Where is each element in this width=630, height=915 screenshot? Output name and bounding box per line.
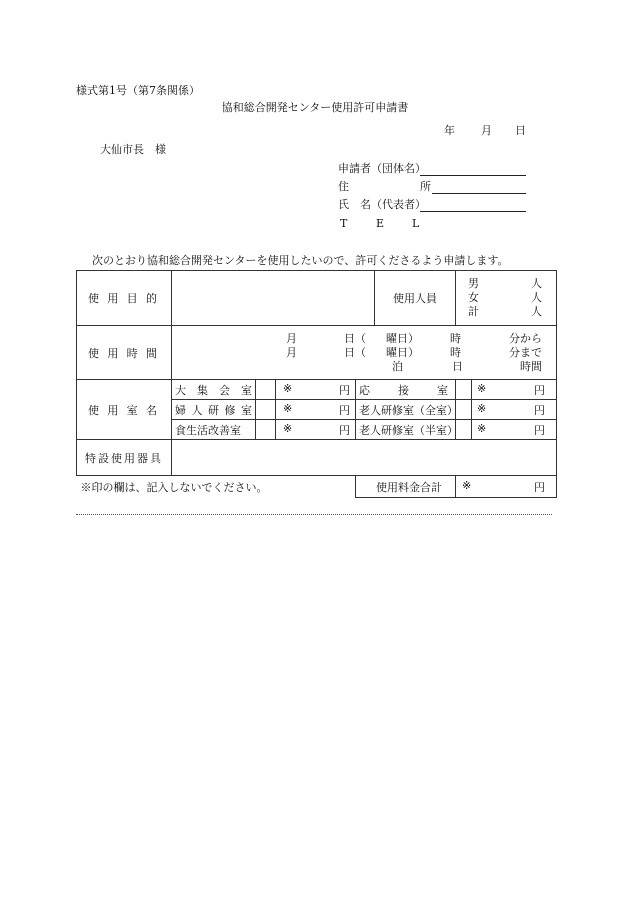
to-minute: 分まで — [509, 345, 542, 359]
room-diet-improvement: 食生活改善室 — [172, 420, 256, 440]
tel-label-t: T — [340, 217, 348, 230]
addressee: 大仙市長 様 — [100, 143, 166, 156]
equipment-label: 特設使用器具 — [77, 440, 172, 476]
applicant-name-field[interactable] — [420, 211, 526, 212]
room-elderly-half: 老人研修室（半室） — [356, 420, 456, 440]
equipment-field[interactable] — [172, 440, 557, 476]
total-fee-label: 使用料金合計 — [356, 476, 456, 498]
female-label: 女 — [468, 291, 479, 304]
date-year-label: 年 — [444, 124, 455, 137]
application-table — [76, 270, 557, 498]
to-day: 日（ — [344, 345, 366, 359]
room-fee-cell: ※ 円 — [276, 420, 356, 440]
date-day-label: 日 — [515, 124, 526, 137]
time-cell[interactable] — [172, 326, 557, 380]
to-month: 月 — [286, 345, 297, 359]
male-unit: 人 — [531, 277, 542, 290]
rooms-label: 使 用 室 名 — [77, 380, 172, 440]
footer-note: ※印の欄は、記入しないでください。 — [77, 476, 356, 498]
days-label: 日 — [452, 359, 463, 373]
to-hour: 時 — [450, 345, 461, 359]
applicant-org-field[interactable] — [420, 175, 526, 176]
room-elderly-full: 老人研修室（全室） — [356, 400, 456, 420]
total-fee-cell: ※ 円 — [456, 476, 557, 498]
applicant-address-field[interactable] — [432, 193, 526, 194]
intro-text: 次のとおり協和総合開発センターを使用したいので、許可くださるよう申請します。 — [92, 254, 509, 267]
headcount-label: 使用人員 — [374, 271, 455, 325]
female-unit: 人 — [531, 291, 542, 304]
applicant-address-label-2: 所 — [420, 180, 431, 193]
room-fee-cell: ※ 円 — [276, 380, 356, 400]
tel-label-l: L — [412, 217, 420, 230]
room-womens-training: 婦 人 研 修 室 — [172, 400, 256, 420]
tel-label-e: E — [376, 217, 385, 230]
room-fee-cell: ※ 円 — [472, 380, 557, 400]
room-check-cell[interactable] — [456, 380, 472, 400]
room-large-hall: 大 集 会 室 — [172, 380, 256, 400]
date-month-label: 月 — [481, 124, 492, 137]
room-check-cell[interactable] — [256, 380, 276, 400]
nights-label: 泊 — [392, 359, 403, 373]
applicant-name-label: 氏 名（代表者） — [338, 198, 426, 211]
hours-label: 時間 — [520, 359, 542, 373]
room-fee-cell: ※ 円 — [276, 400, 356, 420]
room-check-cell[interactable] — [256, 420, 276, 440]
purpose-field[interactable] — [172, 271, 374, 325]
from-weekday: 曜日） — [386, 331, 419, 345]
purpose-label: 使 用 目 的 — [77, 271, 172, 326]
room-check-cell[interactable] — [256, 400, 276, 420]
room-reception: 応 接 室 — [356, 380, 456, 400]
applicant-address-label-1: 住 — [338, 180, 349, 193]
time-label: 使 用 時 間 — [77, 326, 172, 380]
form-number: 様式第1号（第7条関係） — [76, 84, 200, 97]
to-weekday: 曜日） — [386, 345, 419, 359]
page-title: 協和総合開発センター使用許可申請書 — [221, 101, 409, 114]
total-label: 計 — [468, 305, 479, 318]
cut-line — [76, 514, 552, 515]
total-unit: 人 — [531, 305, 542, 318]
headcount-cell[interactable] — [456, 271, 557, 326]
room-fee-cell: ※ 円 — [472, 400, 557, 420]
male-label: 男 — [468, 277, 479, 290]
from-day: 日（ — [344, 331, 366, 345]
room-fee-cell: ※ 円 — [472, 420, 557, 440]
from-month: 月 — [286, 331, 297, 345]
from-hour: 時 — [450, 331, 461, 345]
from-minute: 分から — [509, 331, 542, 345]
applicant-org-label: 申請者（団体名） — [338, 162, 426, 175]
